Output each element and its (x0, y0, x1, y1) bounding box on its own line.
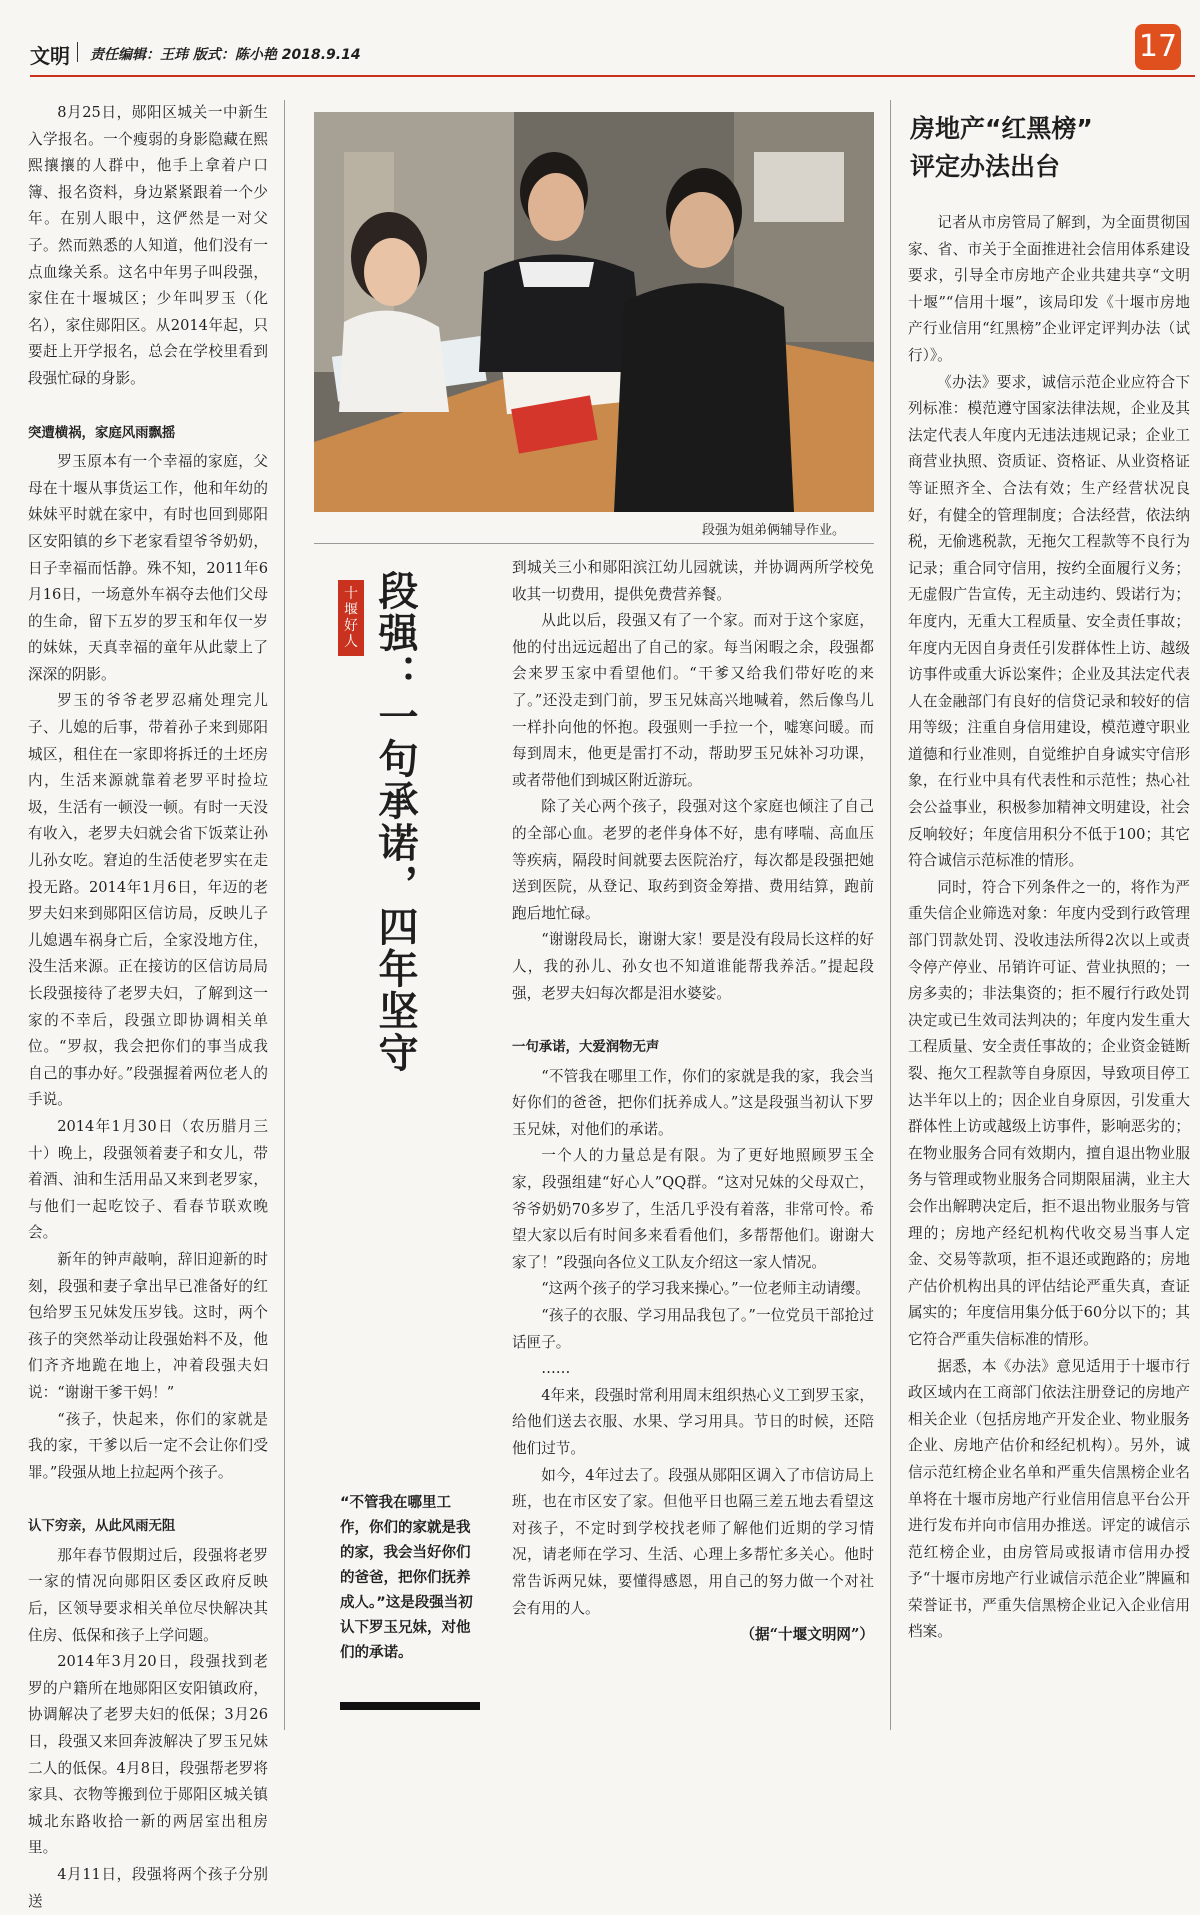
paragraph: 2014年3月20日，段强找到老罗的户籍所在地郧阳区安阳镇政府，协调解决了老罗夫妇的低保；3月26日，段强又来回奔波解决了罗玉兄妹二人的低保。4月8日，段强帮老罗将家具、衣物等搬到位于郧阳区城关镇城北东路收拾一新的两居室出租房里。 (28, 1653, 268, 1857)
article-body (908, 210, 1190, 1646)
column-divider (284, 100, 285, 1730)
paragraph: 2014年1月30日（农历腊月三十）晚上，段强领着妻子和女儿，带着酒、油和生活用品又来到老罗家，与他们一起吃饺子、看春节联欢晚会。 (28, 1117, 268, 1242)
feature-column-2 (512, 555, 874, 1649)
title-line-2: 评定办法出台 (910, 152, 1061, 181)
quote-bar (340, 1702, 480, 1710)
paragraph: “这两个孩子的学习我来操心。”一位老师主动请缨。 (541, 1280, 870, 1298)
paragraph: 罗玉的爷爷老罗忍痛处理完儿子、儿媳的后事，带着孙子来到郧阳城区，租住在一家即将拆迁的土坯房内，生活来源就靠着老罗平时捡垃圾，生活有一顿没一顿。有时一天没有收入，老罗夫妇就会省下饭菜让孙儿孙女吃。窘迫的生活使老罗实在走投无路。2014年1月6日，年迈的老罗夫妇来到郧阳区信访局，反映儿子儿媳遇车祸身亡后，全家没地方住，没生活来源。正在接访的区信访局局长段强接待了老罗夫妇，了解到这一家的不幸后，段强立即协调相关单位。“罗叔，我会把你们的事当成我自己的事办好。”段强握着两位老人的手说。 (28, 692, 268, 1109)
subheading-2: 认下穷亲，从此风雨无阻 (28, 1519, 176, 1535)
paragraph: 到城关三小和郧阳滨江幼儿园就读，并协调两所学校免收其一切费用，提供免费营养餐。 (512, 559, 874, 603)
paragraph: …… (541, 1360, 571, 1378)
photo-divider (314, 543, 874, 544)
paragraph: 4年来，段强时常利用周末组织热心义工到罗玉家，给他们送去衣服、水果、学习用具。节日的时候，还陪他们过节。 (512, 1386, 874, 1457)
paragraph: 一个人的力量总是有限。为了更好地照顾罗玉全家，段强组建“好心人”QQ群。“这对兄妹的父母双亡，爷爷奶奶70多岁了，生活几乎没有着落，非常可怜。希望大家以后有时间多来看看他们，多帮帮他们。谢谢大家了！”段强向各位义工队友介绍这一家人情况。 (512, 1147, 874, 1271)
article-title (910, 110, 1190, 186)
subheading-3: 一句承诺，大爱润物无声 (512, 1040, 660, 1056)
paragraph: “不管我在哪里工作，你们的家就是我的家，我会当好你们的爸爸，把你们抚养成人。”这是段强当初认下罗玉兄妹，对他们的承诺。 (512, 1067, 874, 1138)
paragraph: 4月11日，段强将两个孩子分别送 (28, 1866, 268, 1910)
paragraph: “孩子，快起来，你们的家就是我的家，干爹以后一定不会让你们受罪。”段强从地上拉起两个孩子。 (28, 1410, 268, 1481)
editor-credits: 责任编辑：王玮 版式：陈小艳 2018.9.14 (90, 47, 361, 63)
page-number: 17 (1135, 24, 1181, 70)
paragraph: 据悉，本《办法》意见适用于十堰市行政区域内在工商部门依法注册登记的房地产相关企业（包括房地产开发企业、物业服务企业、房地产估价和经纪机构）。另外，诚信示范红榜企业名单和严重失信黑榜企业名单将在十堰市房地产行业信用信息平台公开进行发布并向市信用办推送。评定的诚信示范红榜企业，由房管局或报请市信用办授予“十堰市房地产行业诚信示范企业”牌匾和荣誉证书，严重失信黑榜企业记入企业信用档案。 (908, 1357, 1190, 1641)
feature-photo (314, 112, 874, 512)
paragraph: 罗玉原本有一个幸福的家庭，父母在十堰从事货运工作，他和年幼的妹妹平时就在家中，有时也回到郧阳区安阳镇的乡下老家看望爷爷奶奶，日子幸福而恬静。殊不知，2011年6月16日，一场意外车祸夺去他们父母的生命，留下五岁的罗玉和年仅一岁的妹妹，天真幸福的童年从此蒙上了深深的阴影。 (28, 453, 268, 683)
paragraph: 那年春节假期过后，段强将老罗一家的情况向郧阳区委区政府反映后，区领导要求相关单位尽快解决其住房、低保和孩子上学问题。 (28, 1546, 268, 1644)
photo-illustration (314, 112, 874, 512)
column-divider (890, 100, 891, 1730)
paragraph: 从此以后，段强又有了一个家。而对于这个家庭，他的付出远远超出了自己的家。每当闲暇之余，段强都会来罗玉家中看望他们。“干爹又给我们带好吃的来了。”还没走到门前，罗玉兄妹高兴地喊着，然后像鸟儿一样扑向他的怀抱。段强则一手拉一个，嘘寒问暖。而每到周末，他更是雷打不动，帮助罗玉兄妹补习功课，或者带他们到城区附近游玩。 (512, 612, 874, 789)
paragraph: 同时，符合下列条件之一的，将作为严重失信企业筛选对象：年度内受到行政管理部门罚款处罚、没收违法所得2次以上或责令停产停业、吊销许可证、营业执照的；一房多卖的；非法集资的；拒不履行行政处罚决定或已生效司法判决的；年度内发生重大工程质量、安全责任事故的；企业资金链断裂、拖欠工程款等自身原因，导致项目停工达半年以上的；因企业自身原因，引发重大群体性上访或越级上访事件，影响恶劣的；在物业服务合同有效期内，擅自退出物业服务与管理或物业服务合同期限届满，业主大会作出解聘决定后，拒不退出物业服务与管理的；房地产经纪机构代收交易当事人定金、交易等款项，拒不退还或跑路的；房地产估价机构出具的评估结论严重失真，查证属实的；年度信用集分低于60分以下的；其它符合严重失信标准的情形。 (908, 878, 1190, 1348)
source-credit: （据“十堰文明网”） (740, 1626, 874, 1644)
section-name: 文明 (30, 44, 70, 68)
feature-column-1 (28, 100, 268, 1915)
paragraph: 如今，4年过去了。段强从郧阳区调入了市信访局上班，也在市区安了家。但他平日也隔三差五地去看望这对孩子，不定时到学校找老师了解他们近期的学习情况，请老师在学习、生活、心理上多帮忙多关心。他时常告诉两兄妹，要懂得感恩，用自己的努力做一个对社会有用的人。 (512, 1466, 874, 1617)
subheading-1: 突遭横祸，家庭风雨飘摇 (28, 425, 176, 441)
intro-paragraph: 8月25日，郧阳区城关一中新生入学报名。一个瘦弱的身影隐藏在熙熙攘攘的人群中，他手上拿着户口簿、报名资料，身边紧紧跟着一个少年。在别人眼中，这俨然是一对父子。然而熟悉的人知道，他们没有一点血缘关系。这名中年男子叫段强，家住在十堰城区；少年叫罗玉（化名），家住郧阳区。从2014年起，只要赶上开学报名，总会在学校里看到段强忙碌的身影。 (28, 104, 268, 387)
paragraph: 新年的钟声敲响，辞旧迎新的时刻，段强和妻子拿出早已准备好的红包给罗玉兄妹发压岁钱。这时，两个孩子的突然举动让段强始料不及，他们齐齐地跪在地上，冲着段强夫妇说：“谢谢干爹干妈！” (28, 1250, 268, 1401)
paragraph: 《办法》要求，诚信示范企业应符合下列标准：模范遵守国家法律法规，企业及其法定代表人年度内无违法违规记录；企业工商营业执照、资质证、资格证、从业资格证等证照齐全、合法有效；生产经营状况良好，有健全的管理制度；合法经营，依法纳税，无偷逃税款，无拖欠工程款等不良行为记录；重合同守信用，按约全面履行义务；无虚假广告宣传，无主动违约、毁诺行为；年度内，无重大工程质量、安全责任事故；年度内无因自身责任引发群体性上访、越级访事件或重大诉讼案件；企业及其法定代表人在金融部门有良好的信贷记录和较好的信用等级；注重自身信用建设，模范遵守职业道德和行业准则，自觉维护自身诚实守信形象，在行业中具有代表性和示范性；热心社会公益事业，积极参加精神文明建设，社会反响较好；年度信用积分不低于100；其它符合诚信示范标准的情形。 (908, 373, 1190, 870)
paragraph: “谢谢段局长，谢谢大家！要是没有段局长这样的好人，我的孙儿、孙女也不知道谁能帮我养活。”提起段强，老罗夫妇每次都是泪水婆娑。 (512, 931, 874, 1002)
pull-quote: “不管我在哪里工作，你们的家就是我的家，我会当好你们的爸爸，把你们抚养成人。”这是段强当初认下罗玉兄妹，对他们的承诺。 (340, 1495, 473, 1661)
column-tag: 十堰好人 (338, 580, 364, 656)
header-rule (30, 75, 1195, 77)
paragraph: 记者从市房管局了解到，为全面贯彻国家、省、市关于全面推进社会信用体系建设要求，引导全市房地产企业共建共享“文明十堰”“信用十堰”，该局印发《十堰市房地产行业信用“红黑榜”企业评定评判办法（试行）》。 (908, 214, 1190, 364)
paragraph: “孩子的衣服、学习用品我包了。”一位党员干部抢过话匣子。 (512, 1307, 874, 1351)
title-line-1: 房地产“红黑榜” (910, 114, 1093, 143)
header-divider (77, 42, 78, 62)
feature-title: 段强：一句承诺，四年坚守 (372, 570, 418, 1074)
photo-caption: 段强为姐弟俩辅导作业。 (702, 523, 846, 538)
paragraph: 除了关心两个孩子，段强对这个家庭也倾注了自己的全部心血。老罗的老伴身体不好，患有哮喘、高血压等疾病，隔段时间就要去医院治疗，每次都是段强把她送到医院，从登记、取药到资金筹措、费用结算，跑前跑后地忙碌。 (512, 798, 874, 922)
